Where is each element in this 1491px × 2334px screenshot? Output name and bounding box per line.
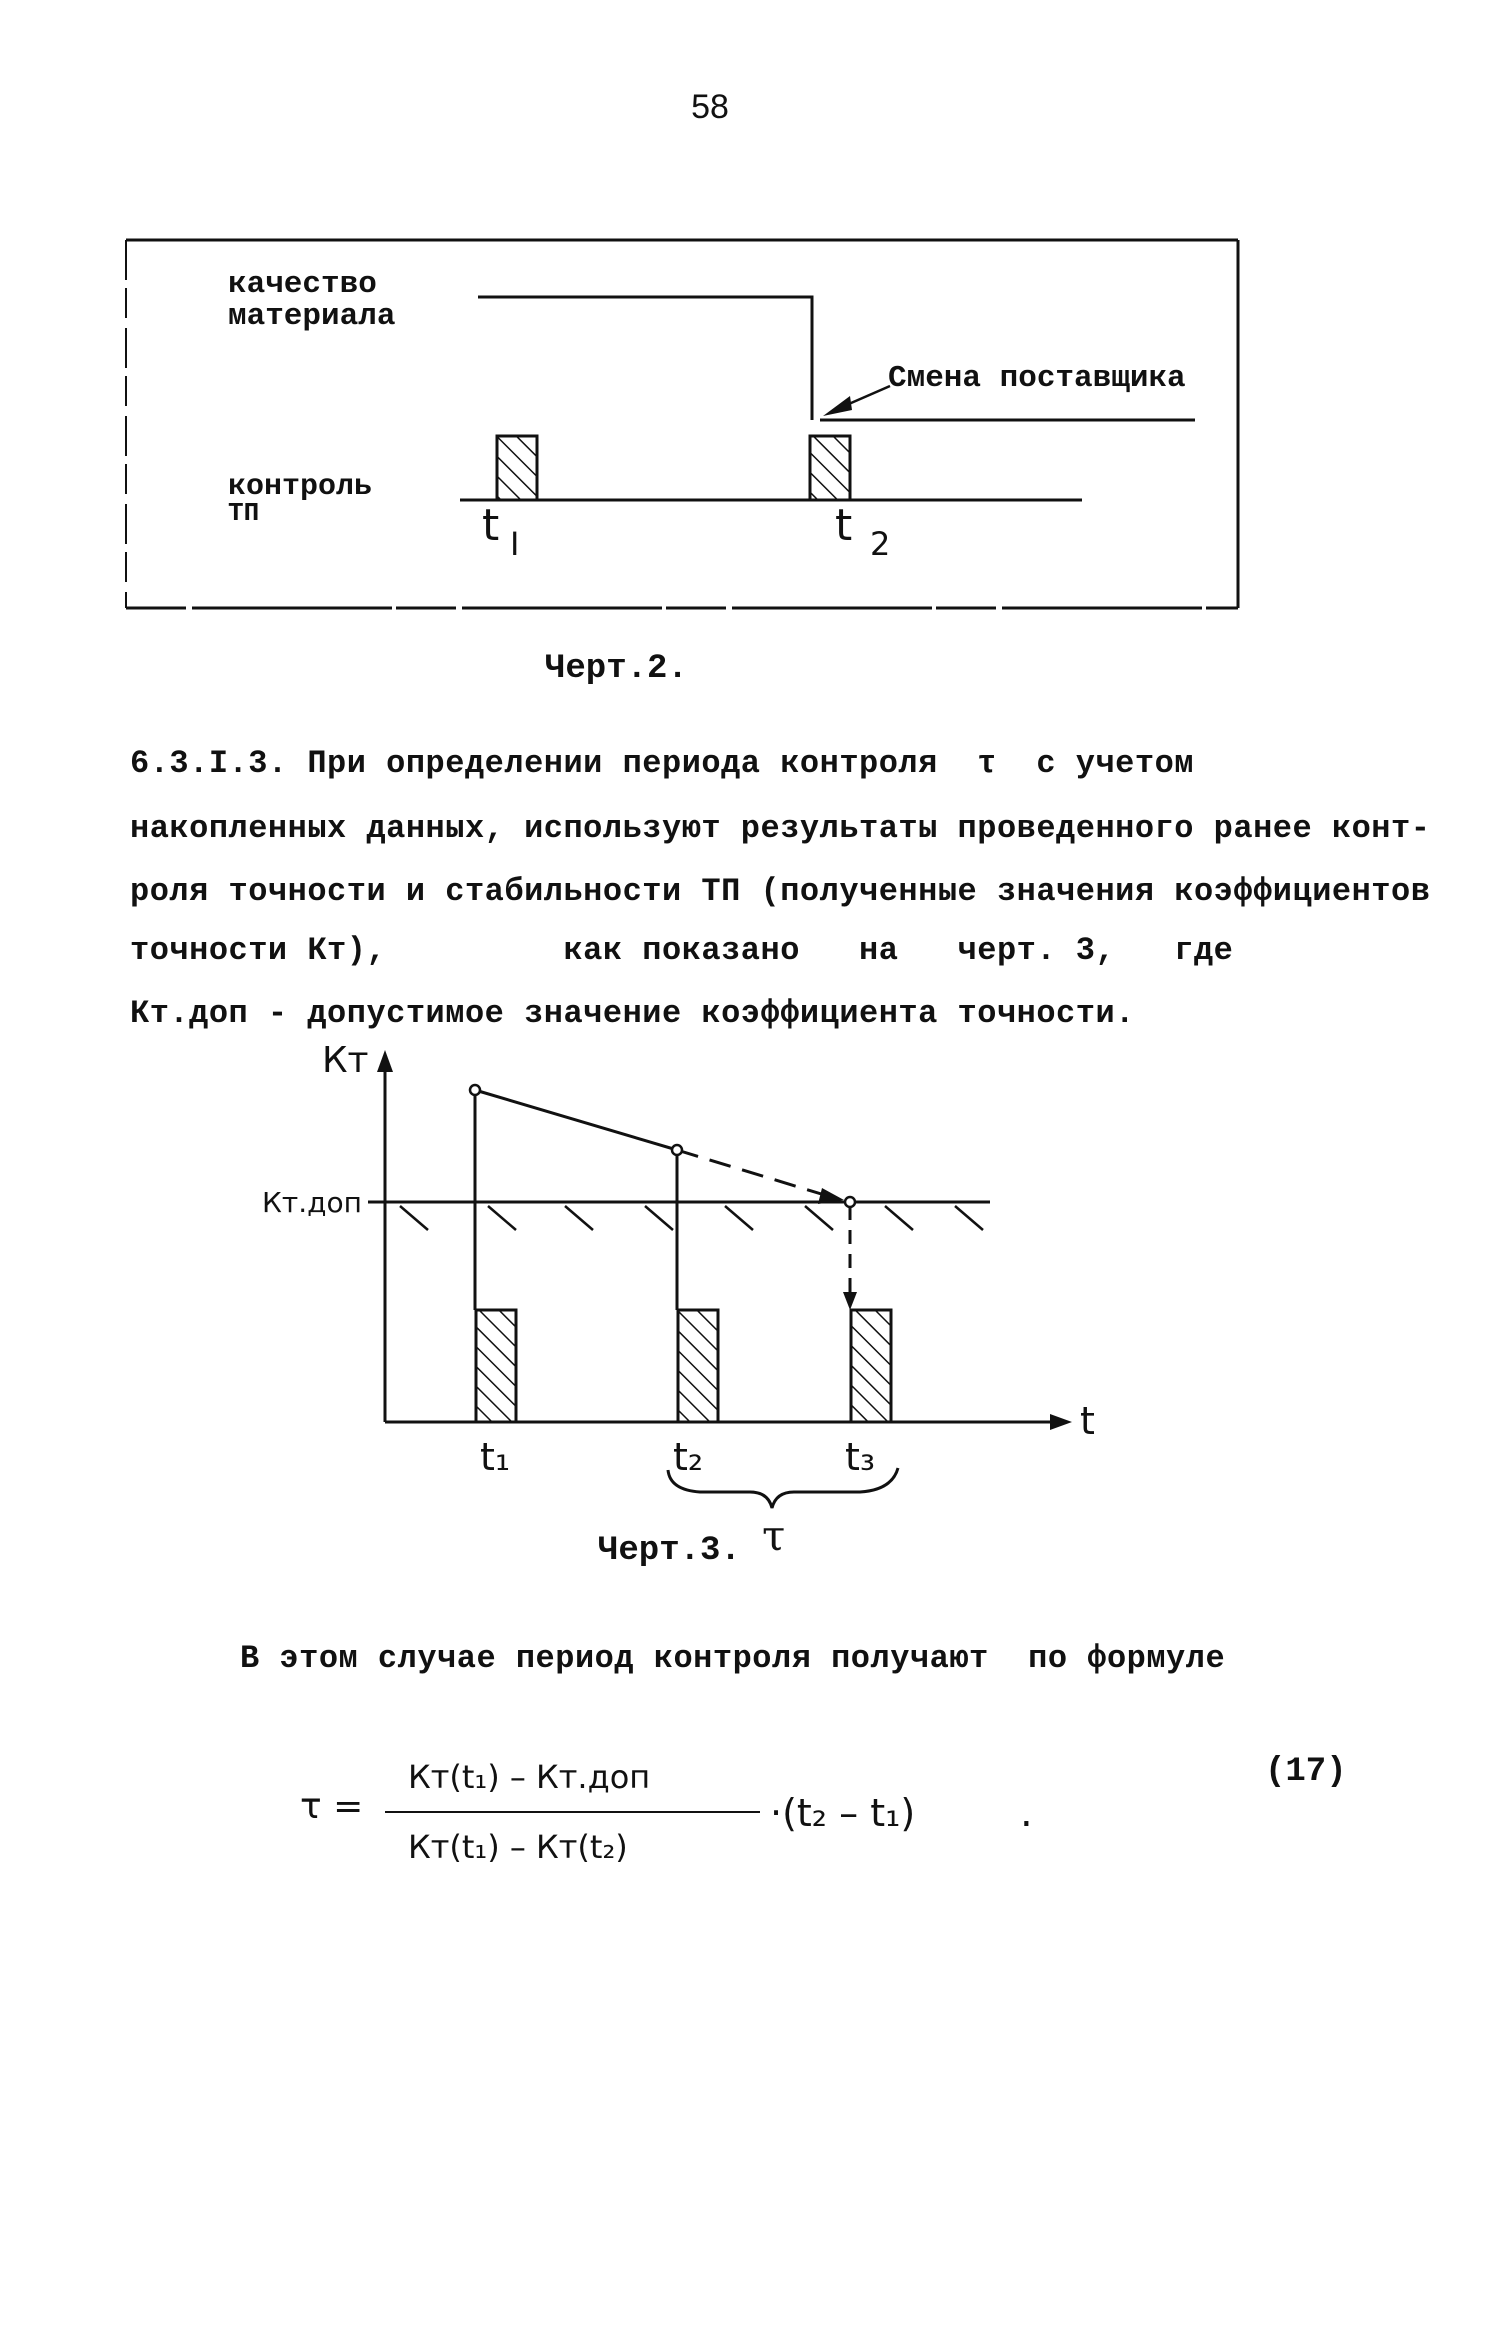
formula-denominator: Кт(t₁) – Кт(t₂): [408, 1828, 628, 1866]
drop-arrow-t3: [843, 1292, 857, 1310]
t2-label: t₂: [673, 1435, 704, 1479]
formula-multiplier: ·(t₂ – t₁): [770, 1791, 916, 1835]
paragraph-line-5: Кт.доп - допустимое значение коэффициента точности.: [130, 995, 1135, 1032]
control-bar-t3: [851, 1310, 891, 1422]
point-t2: [672, 1145, 682, 1155]
threshold-hatches: [400, 1206, 983, 1230]
paragraph-line-4: точности Кт), как показано на черт. 3, где: [130, 932, 1234, 969]
control-bar-1: [497, 436, 537, 500]
supplier-arrow-head: [823, 396, 852, 416]
label-t2: t: [835, 500, 853, 551]
x-axis-arrow: [1050, 1414, 1072, 1430]
tau-label: τ: [762, 1511, 786, 1560]
label-t2-sub: 2: [870, 525, 891, 563]
label-quality-line1: качество: [228, 267, 377, 302]
y-axis-label: Кт: [322, 1040, 369, 1081]
paragraph-line-3: роля точности и стабильности ТП (полученные значения коэффициентов: [130, 873, 1431, 910]
threshold-label: Кт.доп: [262, 1186, 362, 1219]
label-quality-line2: материала: [228, 299, 396, 334]
figure-2-caption: Черт.2.: [545, 650, 688, 688]
label-control-line1: контроль: [228, 470, 373, 504]
paragraph-line-1: 6.3.I.3. При определении периода контроля τ с учетом: [130, 745, 1194, 782]
control-bar-2: [810, 436, 850, 500]
y-axis-arrow: [377, 1050, 393, 1072]
point-t3: [845, 1197, 855, 1207]
trend-line: [475, 1090, 677, 1150]
page-number: 58: [691, 88, 729, 126]
figure-3-caption: Черт.3.: [598, 1532, 741, 1570]
x-axis-label: t: [1080, 1399, 1095, 1443]
quality-step-line: [478, 297, 812, 420]
figure-3: [0, 1030, 1491, 1590]
formula-17: [0, 1740, 1491, 1900]
label-control-line2: ТП: [228, 498, 260, 528]
formula-numerator: Кт(t₁) – Кт.доп: [408, 1758, 651, 1796]
control-bar-t2: [678, 1310, 718, 1422]
t1-label: t₁: [480, 1435, 511, 1479]
point-t1: [470, 1085, 480, 1095]
control-bar-t1: [476, 1310, 516, 1422]
label-supplier: Смена поставщика: [888, 361, 1186, 396]
t3-label: t₃: [845, 1435, 876, 1479]
formula-lhs: τ =: [300, 1786, 364, 1827]
figure-2: [0, 0, 1491, 700]
trend-extrapolation: [677, 1150, 828, 1196]
paragraph-line-2: накопленных данных, используют результаты проведенного ранее конт-: [130, 810, 1431, 847]
formula-intro: В этом случае период контроля получают по формуле: [240, 1640, 1226, 1677]
formula-number: (17): [1265, 1753, 1347, 1791]
label-t1: t: [482, 500, 500, 551]
formula-period: .: [1020, 1790, 1033, 1836]
label-t1-sub: I: [510, 525, 520, 563]
